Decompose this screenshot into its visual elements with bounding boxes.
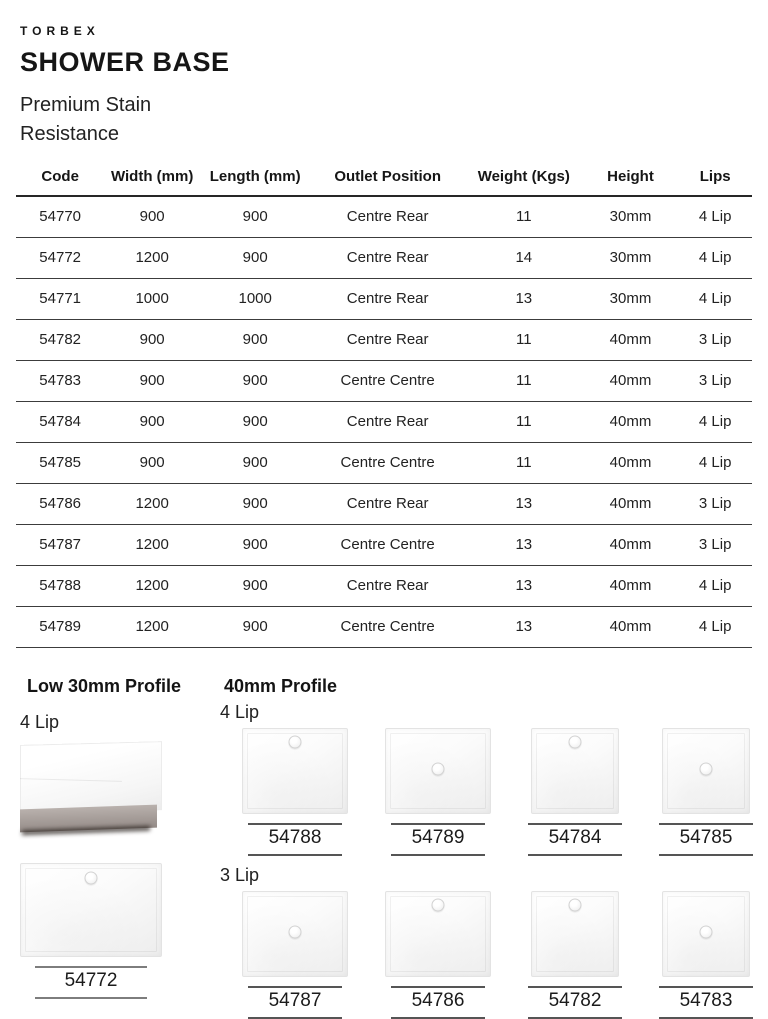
column-header: Length (mm) <box>200 160 310 196</box>
table-cell: 40mm <box>583 443 679 484</box>
lip-count-label: 3 Lip <box>220 865 260 885</box>
shower-base-photo <box>385 728 491 814</box>
drain-icon <box>569 735 582 748</box>
table-cell: 54789 <box>16 607 104 648</box>
table-cell: 4 Lip <box>678 402 752 443</box>
table-cell: 40mm <box>583 607 679 648</box>
table-cell: Centre Rear <box>310 238 465 279</box>
table-cell: 4 Lip <box>678 279 752 320</box>
product-card <box>528 891 622 1019</box>
product-card <box>242 891 348 1019</box>
table-cell: 40mm <box>583 566 679 607</box>
product-code: 54783 <box>659 986 753 1019</box>
table-cell: 11 <box>465 402 583 443</box>
table-cell: 13 <box>465 484 583 525</box>
profiles-section <box>0 676 768 1019</box>
table-row <box>16 443 752 484</box>
table-cell: 13 <box>465 525 583 566</box>
table-cell: 900 <box>200 566 310 607</box>
column-header: Outlet Position <box>310 160 465 196</box>
table-cell: 30mm <box>583 196 679 238</box>
product-card <box>385 891 491 1019</box>
subtitle-line: Resistance <box>20 123 119 145</box>
low-30mm-profile-section <box>18 676 220 1019</box>
table-cell: 3 Lip <box>678 361 752 402</box>
table-cell: 900 <box>104 402 200 443</box>
table-cell: 900 <box>104 443 200 484</box>
product-card <box>659 891 753 1019</box>
table-cell: 54771 <box>16 279 104 320</box>
page-header <box>0 0 768 149</box>
table-cell: 14 <box>465 238 583 279</box>
product-card <box>528 728 622 856</box>
table-cell: 4 Lip <box>678 607 752 648</box>
table-cell: Centre Rear <box>310 566 465 607</box>
lip-count-label: 4 Lip <box>220 702 260 722</box>
column-header: Lips <box>678 160 752 196</box>
table-row <box>16 279 752 320</box>
shower-base-photo <box>20 863 162 957</box>
drain-icon <box>700 763 713 776</box>
shower-base-photo <box>531 728 619 814</box>
drain-icon <box>289 926 302 939</box>
shower-base-photo <box>662 728 750 814</box>
column-header: Code <box>16 160 104 196</box>
table-cell: 900 <box>104 361 200 402</box>
table-cell: 11 <box>465 361 583 402</box>
table-row <box>16 238 752 279</box>
table-cell: 13 <box>465 279 583 320</box>
product-code: 54788 <box>248 823 342 856</box>
tray-surface <box>20 741 162 814</box>
table-cell: 4 Lip <box>678 443 752 484</box>
product-code: 54782 <box>528 986 622 1019</box>
spec-table <box>16 160 752 648</box>
lip-count-label: 4 Lip <box>20 712 60 732</box>
table-row <box>16 484 752 525</box>
table-row <box>16 361 752 402</box>
product-card <box>385 728 491 856</box>
table-cell: 13 <box>465 607 583 648</box>
drain-icon <box>289 735 302 748</box>
page-subtitle <box>20 91 768 149</box>
product-card <box>659 728 753 856</box>
product-row-3lip <box>242 891 768 1019</box>
shower-base-photo <box>385 891 491 977</box>
brand-name: TORBEX <box>20 24 100 38</box>
drain-icon <box>85 871 98 884</box>
table-cell: 30mm <box>583 279 679 320</box>
table-cell: 54782 <box>16 320 104 361</box>
product-code: 54772 <box>35 966 147 999</box>
table-cell: 3 Lip <box>678 484 752 525</box>
table-cell: 40mm <box>583 361 679 402</box>
table-cell: 4 Lip <box>678 196 752 238</box>
table-cell: 54786 <box>16 484 104 525</box>
table-cell: 4 Lip <box>678 238 752 279</box>
column-header: Height <box>583 160 679 196</box>
shower-base-photo <box>242 728 348 814</box>
table-cell: 11 <box>465 443 583 484</box>
table-row <box>16 607 752 648</box>
shower-base-angled-photo <box>20 740 162 834</box>
product-card <box>242 728 348 856</box>
product-row-4lip <box>242 728 768 856</box>
subtitle-line: Premium Stain <box>20 94 152 116</box>
table-cell: 54772 <box>16 238 104 279</box>
table-row <box>16 402 752 443</box>
product-code: 54787 <box>248 986 342 1019</box>
table-cell: Centre Rear <box>310 196 465 238</box>
table-cell: 54785 <box>16 443 104 484</box>
product-code: 54789 <box>391 823 485 856</box>
drain-icon <box>569 898 582 911</box>
table-cell: 40mm <box>583 525 679 566</box>
table-cell: 900 <box>200 320 310 361</box>
table-cell: 900 <box>104 196 200 238</box>
drain-icon <box>432 763 445 776</box>
table-cell: Centre Centre <box>310 361 465 402</box>
table-row <box>16 320 752 361</box>
product-card <box>18 863 164 999</box>
table-cell: 1200 <box>104 525 200 566</box>
table-cell: 54770 <box>16 196 104 238</box>
column-header: Width (mm) <box>104 160 200 196</box>
table-cell: 900 <box>200 196 310 238</box>
table-cell: 13 <box>465 566 583 607</box>
profile-40mm-heading: 40mm Profile <box>224 676 338 696</box>
table-cell: Centre Centre <box>310 443 465 484</box>
table-cell: 1000 <box>200 279 310 320</box>
table-cell: 54784 <box>16 402 104 443</box>
table-cell: 30mm <box>583 238 679 279</box>
table-cell: 40mm <box>583 320 679 361</box>
drain-icon <box>700 926 713 939</box>
table-cell: 54788 <box>16 566 104 607</box>
table-cell: Centre Rear <box>310 402 465 443</box>
table-cell: 1200 <box>104 607 200 648</box>
table-cell: 1200 <box>104 484 200 525</box>
shower-base-photo <box>531 891 619 977</box>
table-cell: 900 <box>200 443 310 484</box>
table-cell: 900 <box>200 361 310 402</box>
table-cell: 54783 <box>16 361 104 402</box>
table-row <box>16 525 752 566</box>
table-cell: 11 <box>465 320 583 361</box>
table-cell: Centre Rear <box>310 320 465 361</box>
table-cell: 900 <box>200 484 310 525</box>
table-cell: Centre Centre <box>310 525 465 566</box>
table-header-row <box>16 160 752 196</box>
table-cell: 900 <box>104 320 200 361</box>
profile-40mm-section <box>220 676 768 1019</box>
table-cell: Centre Rear <box>310 484 465 525</box>
table-cell: 40mm <box>583 484 679 525</box>
table-cell: 54787 <box>16 525 104 566</box>
table-cell: 3 Lip <box>678 320 752 361</box>
table-row <box>16 566 752 607</box>
table-cell: 1000 <box>104 279 200 320</box>
product-code: 54785 <box>659 823 753 856</box>
shower-base-photo <box>662 891 750 977</box>
page-title: SHOWER BASE <box>20 47 230 77</box>
low-profile-heading: Low 30mm Profile <box>27 676 182 696</box>
product-code: 54784 <box>528 823 622 856</box>
drain-icon <box>432 898 445 911</box>
table-cell: 11 <box>465 196 583 238</box>
table-cell: 1200 <box>104 238 200 279</box>
product-code: 54786 <box>391 986 485 1019</box>
table-cell: Centre Centre <box>310 607 465 648</box>
column-header: Weight (Kgs) <box>465 160 583 196</box>
table-cell: 900 <box>200 607 310 648</box>
table-cell: 900 <box>200 238 310 279</box>
table-row <box>16 196 752 238</box>
table-cell: 40mm <box>583 402 679 443</box>
table-cell: 3 Lip <box>678 525 752 566</box>
table-cell: Centre Rear <box>310 279 465 320</box>
table-cell: 900 <box>200 525 310 566</box>
table-cell: 4 Lip <box>678 566 752 607</box>
shower-base-photo <box>242 891 348 977</box>
table-cell: 1200 <box>104 566 200 607</box>
table-cell: 900 <box>200 402 310 443</box>
